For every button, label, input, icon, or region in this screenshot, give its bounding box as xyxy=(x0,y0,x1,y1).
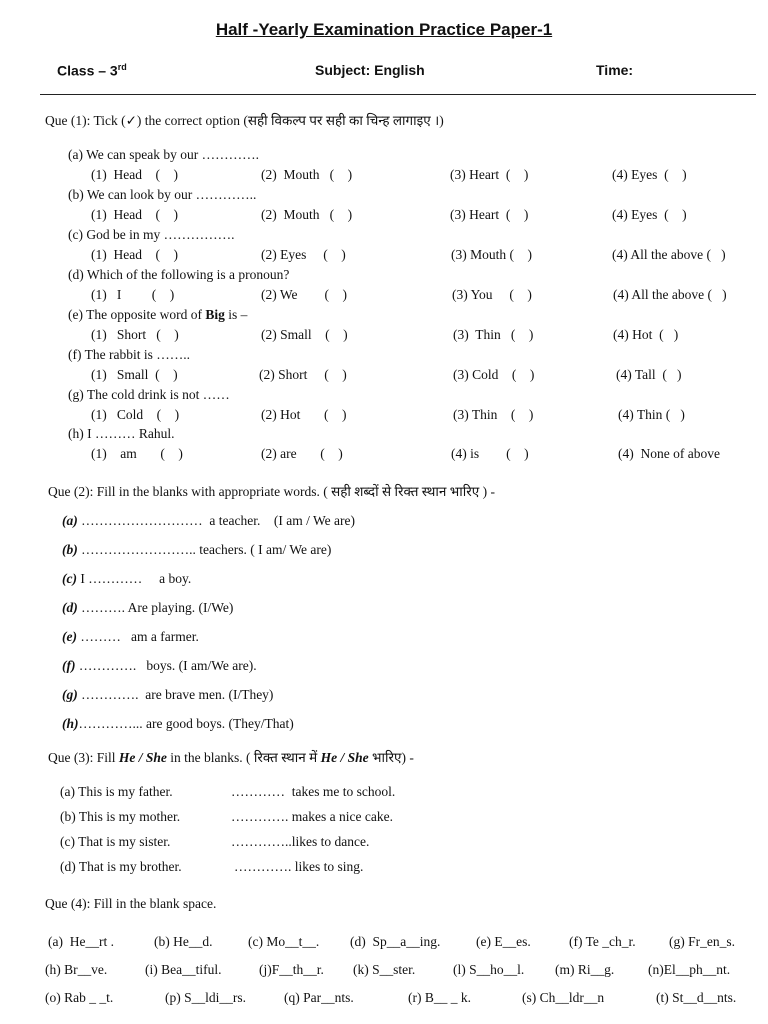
q1-option: (2) Mouth ( ) xyxy=(261,167,353,182)
q4-word: (g) Fr_en_s. xyxy=(669,934,735,949)
q4-word: (m) Ri__g. xyxy=(555,962,615,977)
q1-option: (3) Heart ( ) xyxy=(450,207,529,222)
q1-option: (2) Eyes ( ) xyxy=(261,247,346,262)
q1-option: (4) Thin ( ) xyxy=(618,407,685,422)
q1-stem: (d) Which of the following is a pronoun? xyxy=(68,267,290,282)
class-field: Class – 3rd xyxy=(57,62,127,79)
q1-option: (1) Cold ( ) xyxy=(91,407,180,422)
q1-option: (4) Eyes ( ) xyxy=(612,167,687,182)
q1-option: (2) Mouth ( ) xyxy=(261,207,353,222)
q3-blank: …………..likes to dance. xyxy=(231,834,370,849)
q3-sentence: (a) This is my father. xyxy=(60,784,173,799)
q3-blank: …………. makes a nice cake. xyxy=(231,809,393,824)
q1-stem: (b) We can look by our ………….. xyxy=(68,187,257,202)
q1-stem: (a) We can speak by our …………. xyxy=(68,147,259,162)
header-divider xyxy=(40,94,756,95)
q1-stem: (f) The rabbit is …….. xyxy=(68,347,190,362)
q1-option: (3) Thin ( ) xyxy=(453,407,534,422)
q3-heading: Que (3): Fill He / She in the blanks. ( रिक्त स्थान में He / She भारिए) - xyxy=(48,750,414,765)
q1-option: (1) am ( ) xyxy=(91,446,183,461)
q2-item: (e) ……… am a farmer. xyxy=(62,629,199,644)
q4-heading: Que (4): Fill in the blank space. xyxy=(45,896,217,911)
q3-blank: ………… takes me to school. xyxy=(231,784,396,799)
paper-title xyxy=(0,20,768,40)
q4-word: (j)F__th__r. xyxy=(259,962,324,977)
q4-word: (a) He__rt . xyxy=(48,934,114,949)
q4-word: (e) E__es. xyxy=(476,934,531,949)
q1-option: (4) All the above ( ) xyxy=(613,287,727,302)
q1-option: (4) All the above ( ) xyxy=(612,247,726,262)
q1-option: (1) Head ( ) xyxy=(91,167,178,182)
title-text: Half -Yearly Examination Practice Paper-1 xyxy=(215,20,553,39)
q1-option: (4) Hot ( ) xyxy=(613,327,679,342)
q4-word: (i) Bea__tiful. xyxy=(145,962,222,977)
q2-item: (h)…………... are good boys. (They/That) xyxy=(62,716,294,731)
q2-item: (g) …………. are brave men. (I/They) xyxy=(62,687,274,702)
q3-blank: …………. likes to sing. xyxy=(234,859,364,874)
q1-option: (2) Small ( ) xyxy=(261,327,348,342)
q4-word: (f) Te _ch_r. xyxy=(569,934,636,949)
q4-word: (t) St__d__nts. xyxy=(656,990,737,1005)
q1-option: (3) Mouth ( ) xyxy=(451,247,532,262)
q1-option: (1) I ( ) xyxy=(91,287,175,302)
time-field: Time: xyxy=(596,62,634,78)
q1-option: (3) Cold ( ) xyxy=(453,367,535,382)
q4-word: (s) Ch__ldr__n xyxy=(522,990,605,1005)
q4-word: (q) Par__nts. xyxy=(284,990,354,1005)
q1-option: (4) is ( ) xyxy=(451,446,529,461)
q4-word: (n)El__ph__nt. xyxy=(648,962,731,977)
q1-option: (4) None of above xyxy=(618,446,720,461)
q1-stem: (e) The opposite word of Big is – xyxy=(68,307,248,322)
q4-word: (p) S__ldi__rs. xyxy=(165,990,246,1005)
q1-option: (3) You ( ) xyxy=(452,287,532,302)
q2-item: (d) ………. Are playing. (I/We) xyxy=(62,600,234,615)
q1-option: (2) Short ( ) xyxy=(259,367,347,382)
q1-option: (1) Head ( ) xyxy=(91,207,178,222)
q1-option: (3) Thin ( ) xyxy=(453,327,534,342)
q1-option: (1) Head ( ) xyxy=(91,247,178,262)
q1-option: (4) Tall ( ) xyxy=(616,367,682,382)
q1-stem: (h) I ……… Rahul. xyxy=(68,426,175,441)
q1-option: (4) Eyes ( ) xyxy=(612,207,687,222)
q1-heading: Que (1): Tick (✓) the correct option (सही विकल्प पर सही का चिन्ह लागाइए ।) xyxy=(45,113,444,128)
q1-option: (1) Short ( ) xyxy=(91,327,179,342)
q1-option: (3) Heart ( ) xyxy=(450,167,529,182)
q3-sentence: (c) That is my sister. xyxy=(60,834,171,849)
q1-stem: (g) The cold drink is not …… xyxy=(68,387,230,402)
q1-option: (1) Small ( ) xyxy=(91,367,178,382)
q4-word: (h) Br__ve. xyxy=(45,962,108,977)
q1-option: (2) Hot ( ) xyxy=(261,407,347,422)
q4-word: (r) B__ _ k. xyxy=(408,990,471,1005)
q4-word: (d) Sp__a__ing. xyxy=(350,934,441,949)
subject-field: Subject: English xyxy=(315,62,425,78)
q2-item: (c) I ………… a boy. xyxy=(62,571,192,586)
q4-word: (k) S__ster. xyxy=(353,962,416,977)
q4-word: (b) He__d. xyxy=(154,934,213,949)
q2-item: (f) …………. boys. (I am/We are). xyxy=(62,658,257,673)
q1-option: (2) are ( ) xyxy=(261,446,343,461)
q2-item: (b) …………………….. teachers. ( I am/ We are) xyxy=(62,542,332,557)
q4-word: (c) Mo__t__. xyxy=(248,934,320,949)
q1-option: (2) We ( ) xyxy=(261,287,348,302)
q4-word: (o) Rab _ _t. xyxy=(45,990,114,1005)
q2-heading: Que (2): Fill in the blanks with appropriate words. ( सही शब्दों से रिक्त स्थान भारिए ) - xyxy=(48,484,495,499)
q4-word: (l) S__ho__l. xyxy=(453,962,525,977)
q3-sentence: (b) This is my mother. xyxy=(60,809,181,824)
q1-stem: (c) God be in my ……………. xyxy=(68,227,235,242)
q3-sentence: (d) That is my brother. xyxy=(60,859,182,874)
q2-item: (a) ……………………… a teacher. (I am / We are) xyxy=(62,513,355,528)
